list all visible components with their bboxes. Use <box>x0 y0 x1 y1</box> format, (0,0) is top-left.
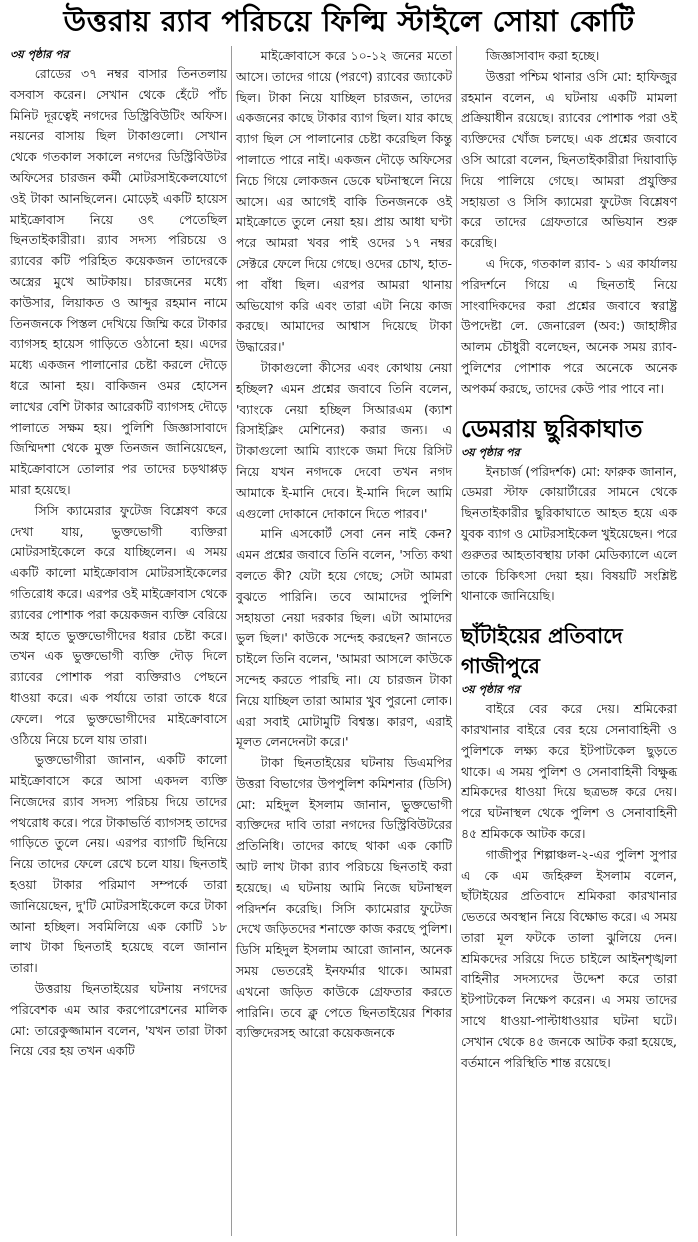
article-paragraph: মানি এসকোর্ট সেবা নেন নাই কেন? এমন প্রশ্নের জবাবে তিনি বলেন, 'সত্যি কথা বলতে কী? যেটা হয়ে গেছে; সেটা আমরা বুঝতে পারিনি। তবে আমাদের পুলিশি সহায়তা নেয়া দরকার ছিল। এটা আমাদের ভুল ছিল।' কাউকে সন্দেহ করছেন? জানতে চাইলে তিনি বলেন, 'আমরা আসলে কাউকে সন্দেহ করতে পারছি না। যে চারজন টাকা নিয়ে যাচ্ছিল তারা আমার খুব পুরনো লোক। এরা সবাই মোটামুটি বিশ্বস্ত। কারণ, এরাই মূলত লেনদেনটা করে।' <box>236 526 452 750</box>
article-paragraph: বাইরে বের করে দেয়। শ্রমিকেরা কারখানার বাইরে বের হয়ে সেনাবাহিনী ও পুলিশকে লক্ষ্য করে ইটপাটকেল ছুড়তে থাকে। এ সময় পুলিশ ও সেনাবাহিনী বিক্ষুব্ধ শ্রমিকদের ধাওয়া দিয়ে ছত্রভঙ্গ করে দেয়। পরে ঘটনাস্থল থেকে পুলিশ ও সেনাবাহিনী ৪৫ শ্রমিককে আটক করে। <box>461 701 677 841</box>
article-paragraph: টাকা ছিনতাইয়ের ঘটনায় ডিএমপির উত্তরা বিভাগের উপপুলিশ কমিশনার (ডিসি) মো: মহিদুল ইসলাম জানান, ভুক্তভোগী ব্যক্তিদের দাবি তারা নগদের ডিস্ট্রিবিউটরের প্রতিনিধি। তাদের কাছে থাকা এক কোটি আট লাখ টাকা র‍্যাব পরিচয়ে ছিনতাই করা হয়েছে। এ ঘটনায় আমি নিজে ঘটনাস্থল পরিদর্শন করেছি। সিসি ক্যামেরার ফুটেজ দেখে জড়িতদের শনাক্তে কাজ করছে পুলিশ। ডিসি মহিদুল ইসলাম আরো জানান, অনেক সময় ভেতরেই ইনফর্মার থাকে। আমরা এখনো জড়িত কাউকে গ্রেফতার করতে পারিনি। তবে ক্লু পেতে ছিনতাইয়ের শিকার ব্যক্তিদেরসহ আরো কয়েকজনকে <box>236 755 452 1041</box>
article-paragraph: টাকাগুলো কীসের এবং কোথায় নেয়া হচ্ছিল? এমন প্রশ্নের জবাবে তিনি বলেন, 'ব্যাংকে নেয়া হচ্ছিল সিআরএম (ক্যাশ রিসাইক্লিং মেশিনের) করার জন্য। এ টাকাগুলো আমি ব্যাংকে জমা দিয়ে রিসিট নিয়ে যখন নগদকে দেবো তখন নগদ আমাকে ই-মানি দেবে। ই-মানি দিলে আমি এগুলো দোকানে দোকানে দিতে পারব।' <box>236 359 452 521</box>
article-paragraph: এ দিকে, গতকাল র‍্যাব- ১ এর কার্যালয় পরিদর্শনে গিয়ে এ ছিনতাই নিয়ে সাংবাদিকদের করা প্রশ্নের জবাবে স্বরাষ্ট্র উপদেষ্টা লে. জেনারেল (অব:) জাহাঙ্গীর আলম চৌধুরী বলেছেন, অনেক সময় র‍্যাব-পুলিশের পোশাক পরে অনেকে অনেক অপকর্ম করছে, তাদের কেউ পার পাবে না। <box>461 255 677 396</box>
article-paragraph: উত্তরায় ছিনতাইয়ের ঘটনায় নগদের পরিবেশক এম আর করপোরেশনের মালিক মো: তারেকুজ্জামান বলেন, 'যখন তারা টাকা নিয়ে বের হয় তখন একটি <box>10 981 227 1059</box>
column-1 <box>6 46 231 1236</box>
continuation-label: ৩য় পৃষ্ঠার পর <box>10 48 69 61</box>
article-paragraph: ভুক্তভোগীরা জানান, একটি কালো মাইক্রোবাসে করে আসা একদল ব্যক্তি নিজেদের র‍্যাব সদস্য পরিচয় দিয়ে তাদের পথরোধ করে। পরে টাকাভর্তি ব্যাগসহ তাদের গাড়িতে তুলে নেয়। এরপর ব্যাগটি ছিনিয়ে নিয়ে তাদের ফেলে রেখে চলে যায়। ছিনতাই হওয়া টাকার পরিমাণ সম্পর্কে তারা জানিয়েছেন, দু'টি মোটরসাইকেলে করে টাকা আনা হচ্ছিল। সবমিলিয়ে এক কোটি ১৮ লাখ টাকা ছিনতাই হয়েছে বলে জানান তারা। <box>10 752 227 976</box>
column-3 <box>456 46 681 1236</box>
demra-article-title: ডেমরায় ছুরিকাঘাত <box>461 414 643 443</box>
article-paragraph: ইনচার্জ (পরিদর্শক) মো: ফারুক জানান, ডেমরা স্টাফ কোয়ার্টারের সামনে থেকে ছিনতাইকারীর ছুরিকাঘাতে আহত হয়ে এক যুবক ব্যাগ ও মোটরসাইকেল খুইয়েছেন। পরে গুরুতর আহতাবস্থায় ঢাকা মেডিক্যালে এলে তাকে চিকিৎসা দেয়া হয়। বিষয়টি সংশ্লিষ্ট থানাকে জানিয়েছি। <box>461 463 677 604</box>
article-paragraph: সিসি ক্যামেরার ফুটেজ বিশ্লেষণ করে দেখা যায়, ভুক্তভোগী ব্যক্তিরা মোটরসাইকেলে করে যাচ্ছিলেন। এ সময় একটি কালো মাইক্রোবাস মোটরসাইকেলের গতিরোধ করে। এরপর ওই মাইক্রোবাস থেকে র‍্যাবের পোশাক পরা কয়েকজন ব্যক্তি বেরিয়ে অস্ত্র হাতে ভুক্তভোগীদের ধরার চেষ্টা করে। তখন এক ভুক্তভোগী ব্যক্তি দৌড় দিলে র‍্যাবের পোশাক পরা ব্যক্তিরাও পেছনে ধাওয়া করে। এক পর্যায়ে তারা তাকে ধরে ফেলে। পরে ভুক্তভোগীদের মাইক্রোবাসে ওঠিয়ে নিয়ে চলে যায় তারা। <box>10 502 227 747</box>
gazipur-article-title: ছাঁটাইয়ের প্রতিবাদে গাজীপুরে <box>461 624 623 679</box>
column-2 <box>231 46 456 1236</box>
article-columns <box>6 46 692 1236</box>
article-paragraph: রোডের ৩৭ নম্বর বাসার তিনতলায় বসবাস করেন। সেখান থেকে হেঁটে পাঁচ মিনিট দূরত্বেই নগদের ডিস্ট্রিবিউটিং অফিস। নয়নের বাসায় ছিল টাকাগুলো। সেখান থেকে গতকাল সকালে নগদের ডিস্ট্রিবিউটর অফিসের চারজন কর্মী মোটরসাইকেলযোগে ওই টাকা আনছিলেন। মোড়েই একটি হায়েস মাইক্রোবাস নিয়ে ওৎ পেতেছিল ছিনতাইকারীরা। র‍্যাব সদস্য পরিচয়ে ও র‍্যাবের কটি পরিহিত কয়েকজন তাদেরকে অস্ত্রের মুখে আটকায়। চারজনের মধ্যে কাউসার, লিয়াকত ও আব্দুর রহমান নামে তিনজনকে পিস্তল দেখিয়ে জিম্মি করে টাকার ব্যাগসহ হায়েস গাড়িতে ওঠানো হয়। এদের মধ্যে একজন পালানোর চেষ্টা করলে দৌড়ে ধরে আনা হয়। বাকিজন ওমর হোসেন লাখের বেশি টাকার আরেকটি ব্যাগসহ দৌড়ে পালাতে সক্ষম হয়। পুলিশি জিজ্ঞাসাবাদে জিম্মিদশা থেকে মুক্ত তিনজন জানিয়েছেন, মাইক্রোবাসে তোলার পর তাদের চড়থাপ্পড় মারা হয়েছে। <box>10 66 227 497</box>
article-paragraph: মাইক্রোবাসে করে ১০-১২ জনের মতো আসে। তাদের গায়ে (পরণে) র‍্যাবের জ্যাকেট ছিল। টাকা নিয়ে যাচ্ছিল চারজন, তাদের একজনের কাছে টাকার ব্যাগ ছিল। যার কাছে ব্যাগ ছিল সে পালানোর চেষ্টা করেছিল কিন্তু পালাতে পারে নাই। একজন দৌড়ে অফিসের নিচে গিয়ে লোকজন ডেকে ঘটনাস্থলে নিয়ে আসে। এর আগেই বাকি তিনজনকে ওই মাইক্রোতে তুলে নেয়া হয়। প্রায় আধা ঘণ্টা পরে আমরা খবর পাই ওদের ১৭ নম্বর সেক্টরে ফেলে দিয়ে গেছে। ওদের চোখ, হাত-পা বাঁধা ছিল। এরপর আমরা থানায় অভিযোগ করি এবং তারা এটা নিয়ে কাজ করছে। আমাদের আশ্বাস দিয়েছে টাকা উদ্ধারের।' <box>236 48 452 355</box>
page-headline: উত্তরায় র‍্যাব পরিচয়ে ফিল্মি স্টাইলে সোয়া কোটি <box>63 3 635 38</box>
continuation-label: ৩য় পৃষ্ঠার পর <box>461 445 520 459</box>
continuation-label: ৩য় পৃষ্ঠার পর <box>461 683 520 697</box>
article-paragraph: গাজীপুর শিল্পাঞ্চল-২-এর পুলিশ সুপার এ কে এম জহিরুল ইসলাম বলেন, ছাঁটাইয়ের প্রতিবাদে শ্রমিকরা কারখানার ভেতরে অবস্থান নিয়ে বিক্ষোভ করে। এ সময় তারা মূল ফটকে তালা ঝুলিয়ে দেন। শ্রমিকদের সরিয়ে দিতে চাইলে আইনশৃঙ্খলা বাহিনীর সদস্যদের উদ্দেশ করে তারা ইটপাটকেল নিক্ষেপ করেন। এ সময় তাদের সাথে ধাওয়া-পাল্টাধাওয়ার ঘটনা ঘটে। সেখান থেকে ৪৫ জনকে আটক করা হয়েছে, বর্তমানে পরিস্থিতি শান্ত রয়েছে। <box>461 846 677 1070</box>
article-paragraph: জিজ্ঞাসাবাদ করা হচ্ছে। <box>485 48 600 63</box>
article-paragraph: উত্তরা পশ্চিম থানার ওসি মো: হাফিজুর রহমান বলেন, এ ঘটনায় একটি মামলা প্রক্রিয়াধীন রয়েছে। র‍্যাবের পোশাক পরা ওই ব্যক্তিদের খোঁজ চলছে। এক প্রশ্নের জবাবে ওসি আরো বলেন, ছিনতাইকারীরা দিয়াবাড়ি দিয়ে পালিয়ে গেছে। আমরা প্রযুক্তির সহায়তা ও সিসি ক্যামেরা ফুটেজ বিশ্লেষণ করে তাদের গ্রেফতারে অভিযান শুরু করেছি। <box>461 68 677 251</box>
